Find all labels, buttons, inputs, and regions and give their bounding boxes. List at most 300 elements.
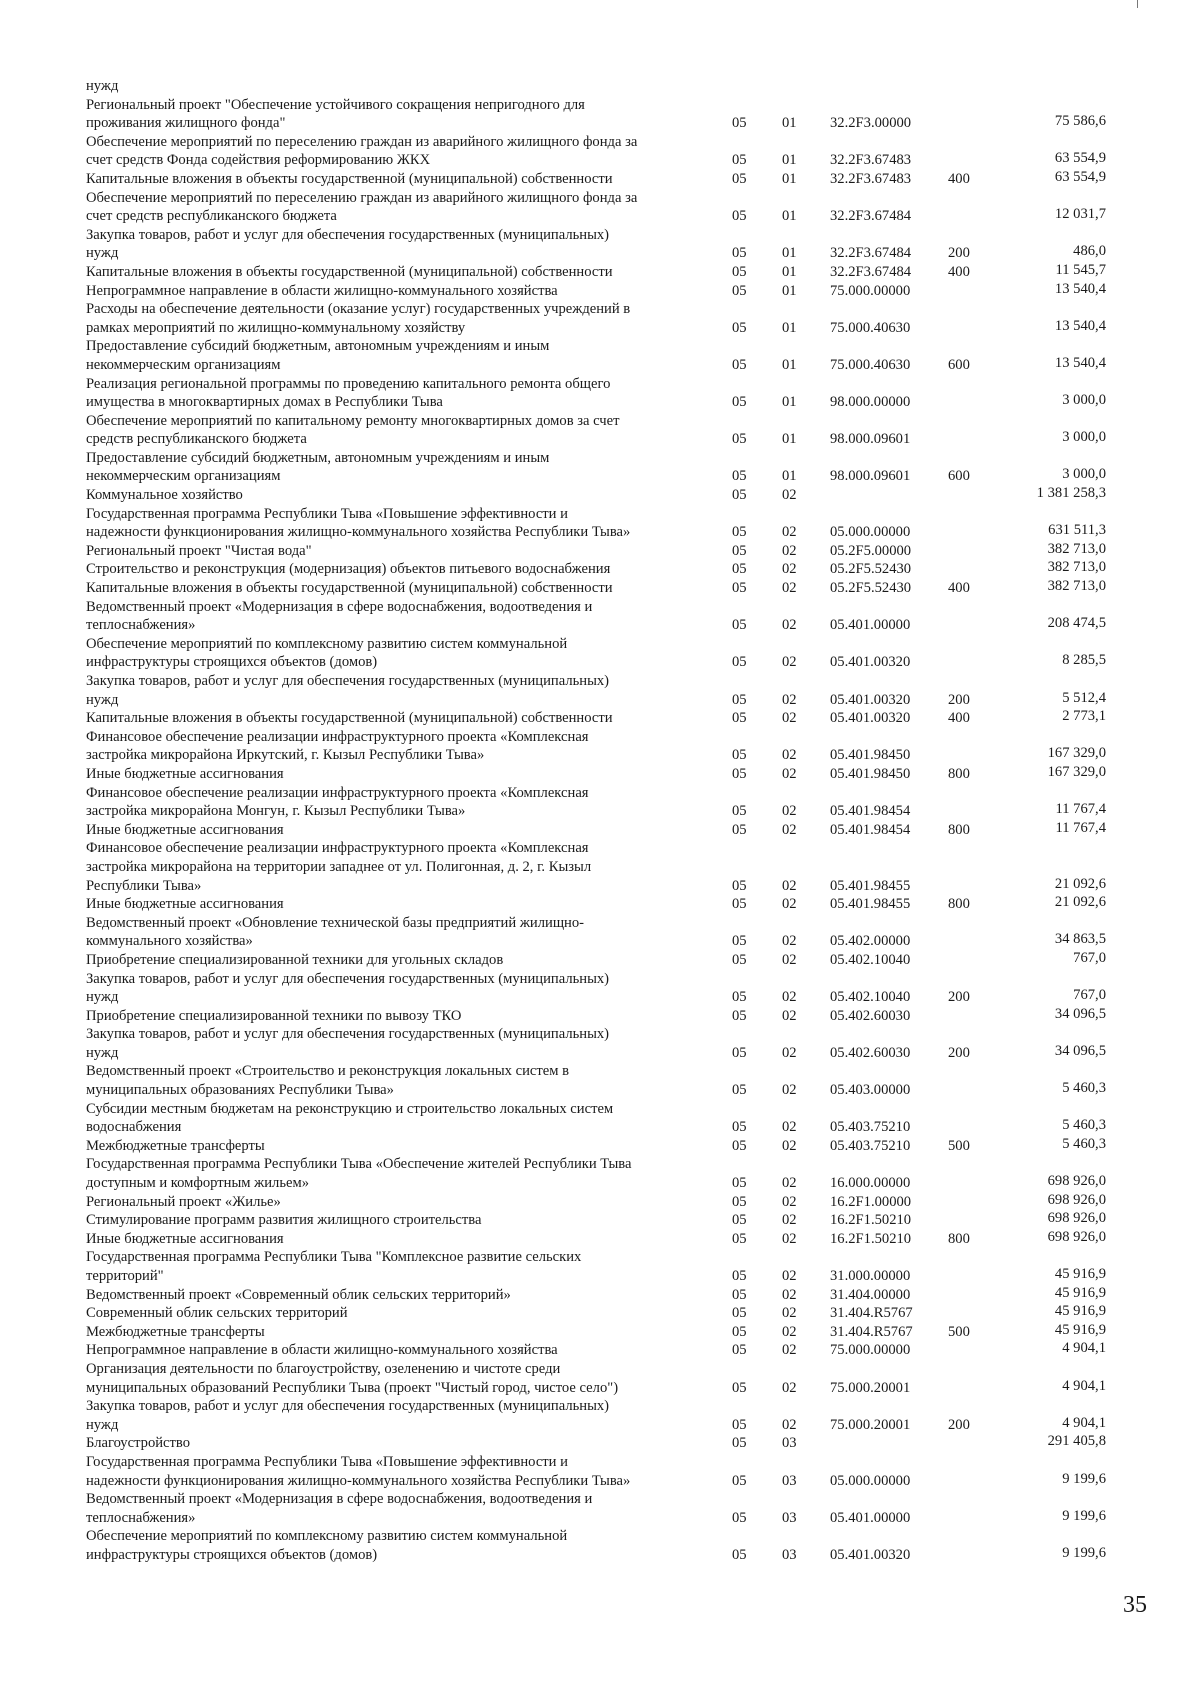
amount: 63 554,9 [1054,150,1106,167]
subsection-code: 01 [782,208,797,225]
row-name: Субсидии местным бюджетам на реконструкцию и строительство локальных систем водоснабжения [86,1100,614,1136]
table-row [86,77,1146,96]
table-row [86,170,1146,189]
table-row [86,1323,1146,1342]
table-row [86,1286,1146,1305]
section-code: 05 [732,803,747,820]
subsection-code: 02 [782,580,797,597]
row-name: Иные бюджетные ассигнования [86,896,284,913]
section-code: 05 [732,431,747,448]
section-code: 05 [732,1230,747,1247]
subsection-code: 01 [782,319,797,336]
amount: 3 000,0 [1062,466,1106,483]
section-code: 05 [732,1305,747,1322]
table-row [86,970,1146,1007]
target-article-code: 05.403.75210 [830,1119,911,1136]
subsection-code: 02 [782,1119,797,1136]
amount: 382 713,0 [1047,540,1106,557]
subsection-code: 02 [782,933,797,950]
amount: 382 713,0 [1047,578,1106,595]
row-name: Финансовое обеспечение реализации инфраструктурного проекта «Комплексная застройка микрорайона на территории западнее от ул. Полигонная, д. 2, г. Кызыл Республики Тыва» [86,840,592,894]
target-article-code: 16.2F1.50210 [830,1230,912,1247]
amount: 13 540,4 [1054,354,1106,371]
row-name: нужд [86,78,119,94]
section-code: 05 [732,765,747,782]
table-row [86,672,1146,709]
target-article-code: 05.401.00000 [830,1509,911,1526]
subsection-code: 02 [782,1175,797,1192]
amount: 5 460,3 [1062,1135,1106,1152]
table-row [86,635,1146,672]
target-article-code: 05.401.00000 [830,617,911,634]
section-code: 05 [732,1379,747,1396]
target-article-code: 98.000.09601 [830,431,911,448]
target-article-code: 05.000.00000 [830,524,911,541]
table-row [86,263,1146,282]
amount: 698 926,0 [1047,1191,1106,1208]
amount: 13 540,4 [1054,280,1106,297]
target-article-code: 05.402.10040 [830,951,911,968]
section-code: 05 [732,170,747,187]
table-row [86,337,1146,374]
amount: 698 926,0 [1047,1173,1106,1190]
target-article-code: 05.402.60030 [830,1044,911,1061]
expense-type-code: 600 [948,356,970,373]
amount: 1 381 258,3 [1036,485,1106,502]
target-article-code: 05.401.98450 [830,747,911,764]
row-name: Расходы на обеспечение деятельности (оказание услуг) государственных учреждений в рамках мероприятий по жилищно-коммунальному хозяйству [86,301,631,336]
amount: 21 092,6 [1054,894,1106,911]
row-name: Коммунальное хозяйство [86,487,243,504]
target-article-code: 05.403.75210 [830,1137,911,1154]
target-article-code: 05.402.60030 [830,1007,911,1024]
subsection-code: 01 [782,468,797,485]
table-row [86,300,1146,337]
target-article-code: 75.000.20001 [830,1416,911,1433]
table-row [86,1025,1146,1062]
target-article-code: 31.404.R5767 [830,1305,913,1322]
row-name: Капитальные вложения в объекты государственной (муниципальной) собственности [86,580,613,597]
table-row [86,449,1146,486]
row-name: Государственная программа Республики Тыва «Повышение эффективности и надежности функционирования жилищно-коммунального хозяйства Республики Тыва» [86,1453,631,1489]
subsection-code: 02 [782,877,797,894]
subsection-code: 02 [782,989,797,1006]
row-name: Иные бюджетные ассигнования [86,1230,284,1247]
section-code: 05 [732,989,747,1006]
amount: 631 511,3 [1048,522,1106,539]
row-name: Приобретение специализированной техники для угольных складов [86,951,504,968]
amount: 382 713,0 [1047,559,1106,576]
target-article-code: 32.2F3.67484 [830,245,912,262]
expense-type-code: 400 [948,580,970,597]
table-row [86,560,1146,579]
amount: 45 916,9 [1054,1303,1106,1320]
section-code: 05 [732,152,747,169]
subsection-code: 01 [782,152,797,169]
target-article-code: 98.000.00000 [830,394,911,411]
target-article-code: 32.2F3.67484 [830,263,912,280]
expense-type-code: 200 [948,1044,970,1061]
target-article-code: 05.401.00320 [830,710,911,727]
table-row [86,1155,1146,1192]
table-row [86,1434,1146,1453]
target-article-code: 32.2F3.67484 [830,208,912,225]
row-name: Финансовое обеспечение реализации инфраструктурного проекта «Комплексная застройка микрорайона Монгун, г. Кызыл Республики Тыва» [86,784,589,820]
amount: 167 329,0 [1047,763,1106,780]
scan-edge-mark [1137,0,1138,8]
subsection-code: 02 [782,821,797,838]
row-name: Межбюджетные трансферты [86,1137,265,1154]
row-name: Капитальные вложения в объекты государственной (муниципальной) собственности [86,710,613,727]
row-name: Стимулирование программ развития жилищного строительства [86,1212,482,1229]
amount: 3 000,0 [1062,429,1106,446]
subsection-code: 01 [782,115,797,132]
amount: 11 767,4 [1055,819,1106,836]
row-name: Региональный проект «Жилье» [86,1193,281,1210]
row-name: Ведомственный проект «Обновление технической базы предприятий жилищно- коммунального хозяйства» [86,914,585,950]
target-article-code: 05.401.00320 [830,1546,911,1563]
amount: 75 586,6 [1054,113,1106,130]
subsection-code: 02 [782,617,797,634]
table-row [86,96,1146,133]
table-row [86,505,1146,542]
expense-type-code: 800 [948,1230,970,1247]
subsection-code: 02 [782,1342,797,1359]
amount: 13 540,4 [1054,317,1106,334]
target-article-code: 31.000.00000 [830,1268,911,1284]
section-code: 05 [732,1416,747,1433]
subsection-code: 02 [782,765,797,782]
table-row [86,598,1146,635]
target-article-code: 05.401.00320 [830,654,911,671]
section-code: 05 [732,1119,747,1136]
row-name: Закупка товаров, работ и услуг для обеспечения государственных (муниципальных) нужд [86,1026,610,1061]
section-code: 05 [732,394,747,411]
amount: 5 512,4 [1062,689,1106,706]
amount: 11 545,7 [1055,261,1106,278]
subsection-code: 02 [782,561,797,578]
target-article-code: 05.2F5.00000 [830,542,912,559]
target-article-code: 16.2F1.50210 [830,1212,912,1229]
section-code: 05 [732,747,747,764]
subsection-code: 02 [782,487,797,504]
table-row [86,895,1146,914]
expense-type-code: 200 [948,1416,970,1433]
table-row [86,1490,1146,1527]
subsection-code: 02 [782,1323,797,1340]
table-row [86,951,1146,970]
subsection-code: 02 [782,691,797,708]
amount: 9 199,6 [1062,1470,1106,1487]
row-name: Обеспечение мероприятий по переселению граждан из аварийного жилищного фонда за счет средств республиканского бюджета [86,189,638,225]
subsection-code: 02 [782,654,797,671]
amount: 45 916,9 [1054,1266,1106,1282]
target-article-code: 05.000.00000 [830,1472,911,1489]
table-row [86,282,1146,301]
amount: 34 863,5 [1054,931,1106,948]
target-article-code: 05.402.00000 [830,933,911,950]
subsection-code: 02 [782,542,797,559]
section-code: 05 [732,580,747,597]
target-article-code: 05.401.98454 [830,821,911,838]
table-row [86,1211,1146,1230]
table-row [86,821,1146,840]
subsection-code: 02 [782,1193,797,1210]
section-code: 05 [732,1342,747,1359]
expense-type-code: 400 [948,263,970,280]
table-row [86,1230,1146,1249]
section-code: 05 [732,356,747,373]
amount: 21 092,6 [1054,875,1106,892]
target-article-code: 75.000.40630 [830,319,911,336]
target-article-code: 05.403.00000 [830,1082,911,1099]
page-number: 35 [1123,1592,1147,1618]
amount: 11 767,4 [1055,801,1106,818]
target-article-code: 05.401.98455 [830,877,911,894]
row-name: Строительство и реконструкция (модернизация) объектов питьевого водоснабжения [86,561,611,578]
target-article-code: 98.000.09601 [830,468,911,485]
subsection-code: 01 [782,394,797,411]
table-row [86,1527,1146,1564]
row-name: Благоустройство [86,1435,190,1452]
subsection-code: 02 [782,1305,797,1322]
section-code: 05 [732,208,747,225]
amount: 5 460,3 [1062,1117,1106,1134]
target-article-code: 05.401.98450 [830,765,911,782]
expense-type-code: 500 [948,1137,970,1154]
table-row [86,709,1146,728]
section-code: 05 [732,933,747,950]
row-name: Закупка товаров, работ и услуг для обеспечения государственных (муниципальных) нужд [86,226,610,262]
amount: 767,0 [1073,949,1106,966]
table-row [86,728,1146,765]
section-code: 05 [732,561,747,578]
subsection-code: 02 [782,524,797,541]
target-article-code: 32.2F3.67483 [830,170,912,187]
row-name: Закупка товаров, работ и услуг для обеспечения государственных (муниципальных) нужд [86,970,610,1006]
row-name: Предоставление субсидий бюджетным, автономным учреждениям и иным некоммерческим организациям [86,449,550,485]
expense-type-code: 400 [948,170,970,187]
table-row [86,226,1146,263]
row-name: Финансовое обеспечение реализации инфраструктурного проекта «Комплексная застройка микрорайона Иркутский, г. Кызыл Республики Тыва» [86,728,589,764]
section-code: 05 [732,654,747,671]
expense-type-code: 500 [948,1323,970,1340]
subsection-code: 02 [782,1286,797,1303]
target-article-code: 05.2F5.52430 [830,580,912,597]
row-name: Обеспечение мероприятий по комплексному развитию систем коммунальной инфраструктуры строящихся объектов (домов) [86,635,568,671]
amount: 34 096,5 [1054,1042,1106,1059]
section-code: 05 [732,263,747,280]
table-row [86,133,1146,170]
subsection-code: 02 [782,1082,797,1099]
amount: 4 904,1 [1062,1377,1106,1394]
amount: 45 916,9 [1054,1284,1106,1301]
section-code: 05 [732,1435,747,1452]
section-code: 05 [732,524,747,541]
subsection-code: 01 [782,263,797,280]
section-code: 05 [732,1007,747,1024]
section-code: 05 [732,710,747,727]
row-name: Обеспечение мероприятий по комплексному развитию систем коммунальной инфраструктуры строящихся объектов (домов) [86,1528,568,1563]
section-code: 05 [732,115,747,132]
row-name: Иные бюджетные ассигнования [86,821,284,838]
target-article-code: 75.000.40630 [830,356,911,373]
row-name: Государственная программа Республики Тыва «Обеспечение жителей Республики Тыва доступным и комфортным жильем» [86,1156,632,1192]
row-name: Обеспечение мероприятий по капитальному ремонту многоквартирных домов за счет средств республиканского бюджета [86,412,620,448]
section-code: 05 [732,468,747,485]
table-row [86,542,1146,561]
expense-type-code: 800 [948,765,970,782]
row-name: Закупка товаров, работ и услуг для обеспечения государственных (муниципальных) нужд [86,673,610,708]
section-code: 05 [732,1323,747,1340]
section-code: 05 [732,617,747,634]
amount: 767,0 [1073,987,1106,1004]
subsection-code: 02 [782,1044,797,1061]
subsection-code: 01 [782,431,797,448]
amount: 698 926,0 [1047,1210,1106,1227]
section-code: 05 [732,1137,747,1154]
target-article-code: 31.404.00000 [830,1286,911,1303]
subsection-code: 03 [782,1435,797,1452]
subsection-code: 02 [782,1212,797,1229]
table-row [86,784,1146,821]
row-name: Непрограммное направление в области жилищно-коммунального хозяйства [86,282,558,299]
table-row [86,765,1146,784]
amount: 8 285,5 [1062,652,1106,669]
row-name: Обеспечение мероприятий по переселению граждан из аварийного жилищного фонда за счет средств Фонда содействия реформированию ЖКХ [86,133,638,169]
expense-type-code: 600 [948,468,970,485]
section-code: 05 [732,1286,747,1303]
target-article-code: 05.401.00320 [830,691,911,708]
table-row [86,1341,1146,1360]
subsection-code: 03 [782,1509,797,1526]
row-name: Приобретение специализированной техники по вывозу ТКО [86,1007,462,1024]
subsection-code: 01 [782,282,797,299]
subsection-code: 02 [782,1268,797,1284]
subsection-code: 02 [782,896,797,913]
section-code: 05 [732,1044,747,1061]
amount: 63 554,9 [1054,168,1106,185]
target-article-code: 31.404.R5767 [830,1323,913,1340]
section-code: 05 [732,542,747,559]
section-code: 05 [732,821,747,838]
subsection-code: 02 [782,951,797,968]
subsection-code: 02 [782,1230,797,1247]
amount: 698 926,0 [1047,1228,1106,1245]
row-name: Предоставление субсидий бюджетным, автономным учреждениям и иным некоммерческим организациям [86,338,550,373]
target-article-code: 05.401.98454 [830,803,911,820]
table-row [86,486,1146,505]
amount: 208 474,5 [1047,615,1106,632]
section-code: 05 [732,245,747,262]
section-code: 05 [732,691,747,708]
row-name: Закупка товаров, работ и услуг для обеспечения государственных (муниципальных) нужд [86,1398,610,1433]
row-name: Ведомственный проект «Модернизация в сфере водоснабжения, водоотведения и теплоснабжения» [86,598,593,634]
row-name: Капитальные вложения в объекты государственной (муниципальной) собственности [86,170,613,187]
table-row [86,1193,1146,1212]
subsection-code: 03 [782,1546,797,1563]
row-name: Современный облик сельских территорий [86,1305,348,1322]
target-article-code: 05.401.98455 [830,896,911,913]
table-row [86,1453,1146,1490]
row-name: Ведомственный проект «Современный облик сельских территорий» [86,1286,511,1303]
row-name: Иные бюджетные ассигнования [86,765,284,782]
row-name: Реализация региональной программы по проведению капитального ремонта общего имущества в многоквартирных домах в Республики Тыва [86,375,611,411]
amount: 4 904,1 [1062,1340,1106,1357]
table-row [86,1360,1146,1397]
expense-type-code: 200 [948,245,970,262]
row-name: Региональный проект "Обеспечение устойчивого сокращения непригодного для проживания жилищного фонда" [86,96,585,132]
section-code: 05 [732,282,747,299]
amount: 167 329,0 [1047,745,1106,762]
amount: 34 096,5 [1054,1005,1106,1022]
row-name: Ведомственный проект «Модернизация в сфере водоснабжения, водоотведения и теплоснабжения» [86,1491,593,1526]
section-code: 05 [732,319,747,336]
table-row [86,1137,1146,1156]
section-code: 05 [732,1212,747,1229]
section-code: 05 [732,1268,747,1284]
target-article-code: 32.2F3.67483 [830,152,912,169]
expense-type-code: 800 [948,896,970,913]
table-row [86,1100,1146,1137]
target-article-code: 75.000.00000 [830,282,911,299]
table-row [86,1397,1146,1434]
table-row [86,412,1146,449]
subsection-code: 02 [782,1007,797,1024]
table-row [86,1248,1146,1285]
amount: 3 000,0 [1062,392,1106,409]
table-row [86,914,1146,951]
expense-type-code: 200 [948,691,970,708]
table-row [86,1304,1146,1323]
row-name: Государственная программа Республики Тыва «Повышение эффективности и надежности функционирования жилищно-коммунального хозяйства Республики Тыва» [86,505,631,541]
expense-type-code: 800 [948,821,970,838]
section-code: 05 [732,1082,747,1099]
target-article-code: 16.2F1.00000 [830,1193,912,1210]
amount: 45 916,9 [1054,1321,1106,1338]
amount: 4 904,1 [1062,1414,1106,1431]
subsection-code: 02 [782,1379,797,1396]
amount: 2 773,1 [1062,708,1106,725]
section-code: 05 [732,1546,747,1563]
budget-table [86,77,1146,1565]
section-code: 05 [732,951,747,968]
section-code: 05 [732,1472,747,1489]
amount: 291 405,8 [1047,1433,1106,1450]
subsection-code: 01 [782,356,797,373]
subsection-code: 03 [782,1472,797,1489]
row-name: Капитальные вложения в объекты государственной (муниципальной) собственности [86,263,613,280]
target-article-code: 75.000.20001 [830,1379,911,1396]
table-row [86,1007,1146,1026]
table-row [86,189,1146,226]
subsection-code: 02 [782,1137,797,1154]
subsection-code: 02 [782,747,797,764]
amount: 9 199,6 [1062,1507,1106,1524]
row-name: Непрограммное направление в области жилищно-коммунального хозяйства [86,1342,558,1359]
amount: 9 199,6 [1062,1544,1106,1561]
target-article-code: 05.402.10040 [830,989,911,1006]
subsection-code: 02 [782,710,797,727]
table-row [86,579,1146,598]
row-name: Государственная программа Республики Тыва "Комплексное развитие сельских территорий" [86,1249,582,1284]
amount: 486,0 [1073,243,1106,260]
table-row [86,839,1146,895]
section-code: 05 [732,877,747,894]
target-article-code: 16.000.00000 [830,1175,911,1192]
row-name: Региональный проект "Чистая вода" [86,542,312,559]
target-article-code: 32.2F3.00000 [830,115,912,132]
